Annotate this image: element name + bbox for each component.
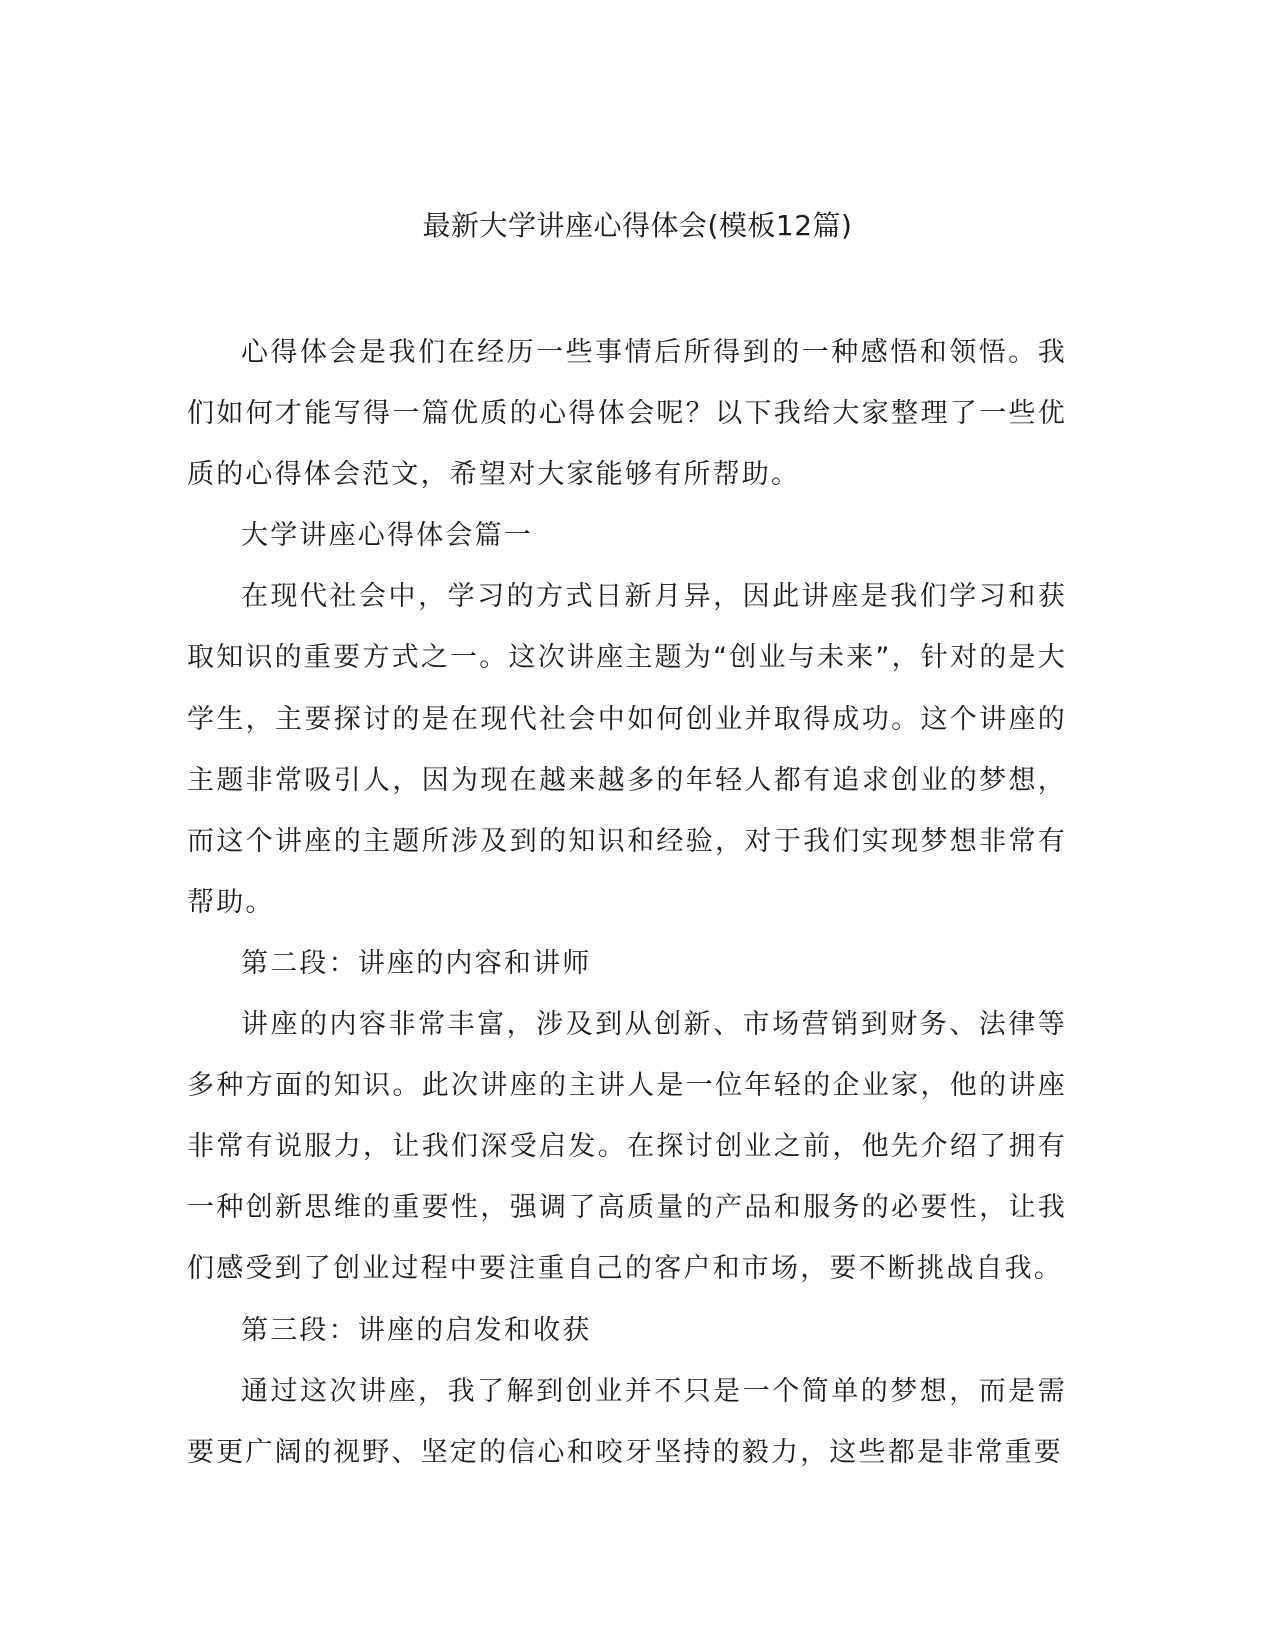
section-heading-part-two: 第二段：讲座的内容和讲师: [241, 947, 592, 979]
body-paragraph: 在现代社会中，学习的方式日新月异，因此讲座是我们学习和获取知识的重要方式之一。这次讲座主题为“创业与未来”，针对的是大学生，主要探讨的是在现代社会中如何创业并取得成功。这个讲座的主题非常吸引人，因为现在越来越多的年轻人都有追求创业的梦想，而这个讲座的主题所涉及到的知识和经验，对于我们实现梦想非常有帮助。: [187, 581, 1067, 918]
document-body: [187, 322, 1067, 1483]
section-heading-part-one: 大学讲座心得体会篇一: [241, 520, 533, 552]
intro-paragraph: 心得体会是我们在经历一些事情后所得到的一种感悟和领悟。我们如何才能写得一篇优质的心得体会呢？以下我给大家整理了一些优质的心得体会范文，希望对大家能够有所帮助。: [187, 337, 1067, 491]
section-heading-part-three: 第三段：讲座的启发和收获: [241, 1314, 592, 1346]
body-paragraph: 讲座的内容非常丰富，涉及到从创新、市场营销到财务、法律等多种方面的知识。此次讲座的主讲人是一位年轻的企业家，他的讲座非常有说服力，让我们深受启发。在探讨创业之前，他先介绍了拥有一种创新思维的重要性，强调了高质量的产品和服务的必要性，让我们感受到了创业过程中要注重自己的客户和市场，要不断挑战自我。: [187, 1009, 1067, 1285]
document-title: 最新大学讲座心得体会(模板12篇): [422, 209, 853, 242]
body-paragraph: 通过这次讲座，我了解到创业并不只是一个简单的梦想，而是需要更广阔的视野、坚定的信心和咬牙坚持的毅力，这些都是非常重要: [187, 1375, 1067, 1468]
